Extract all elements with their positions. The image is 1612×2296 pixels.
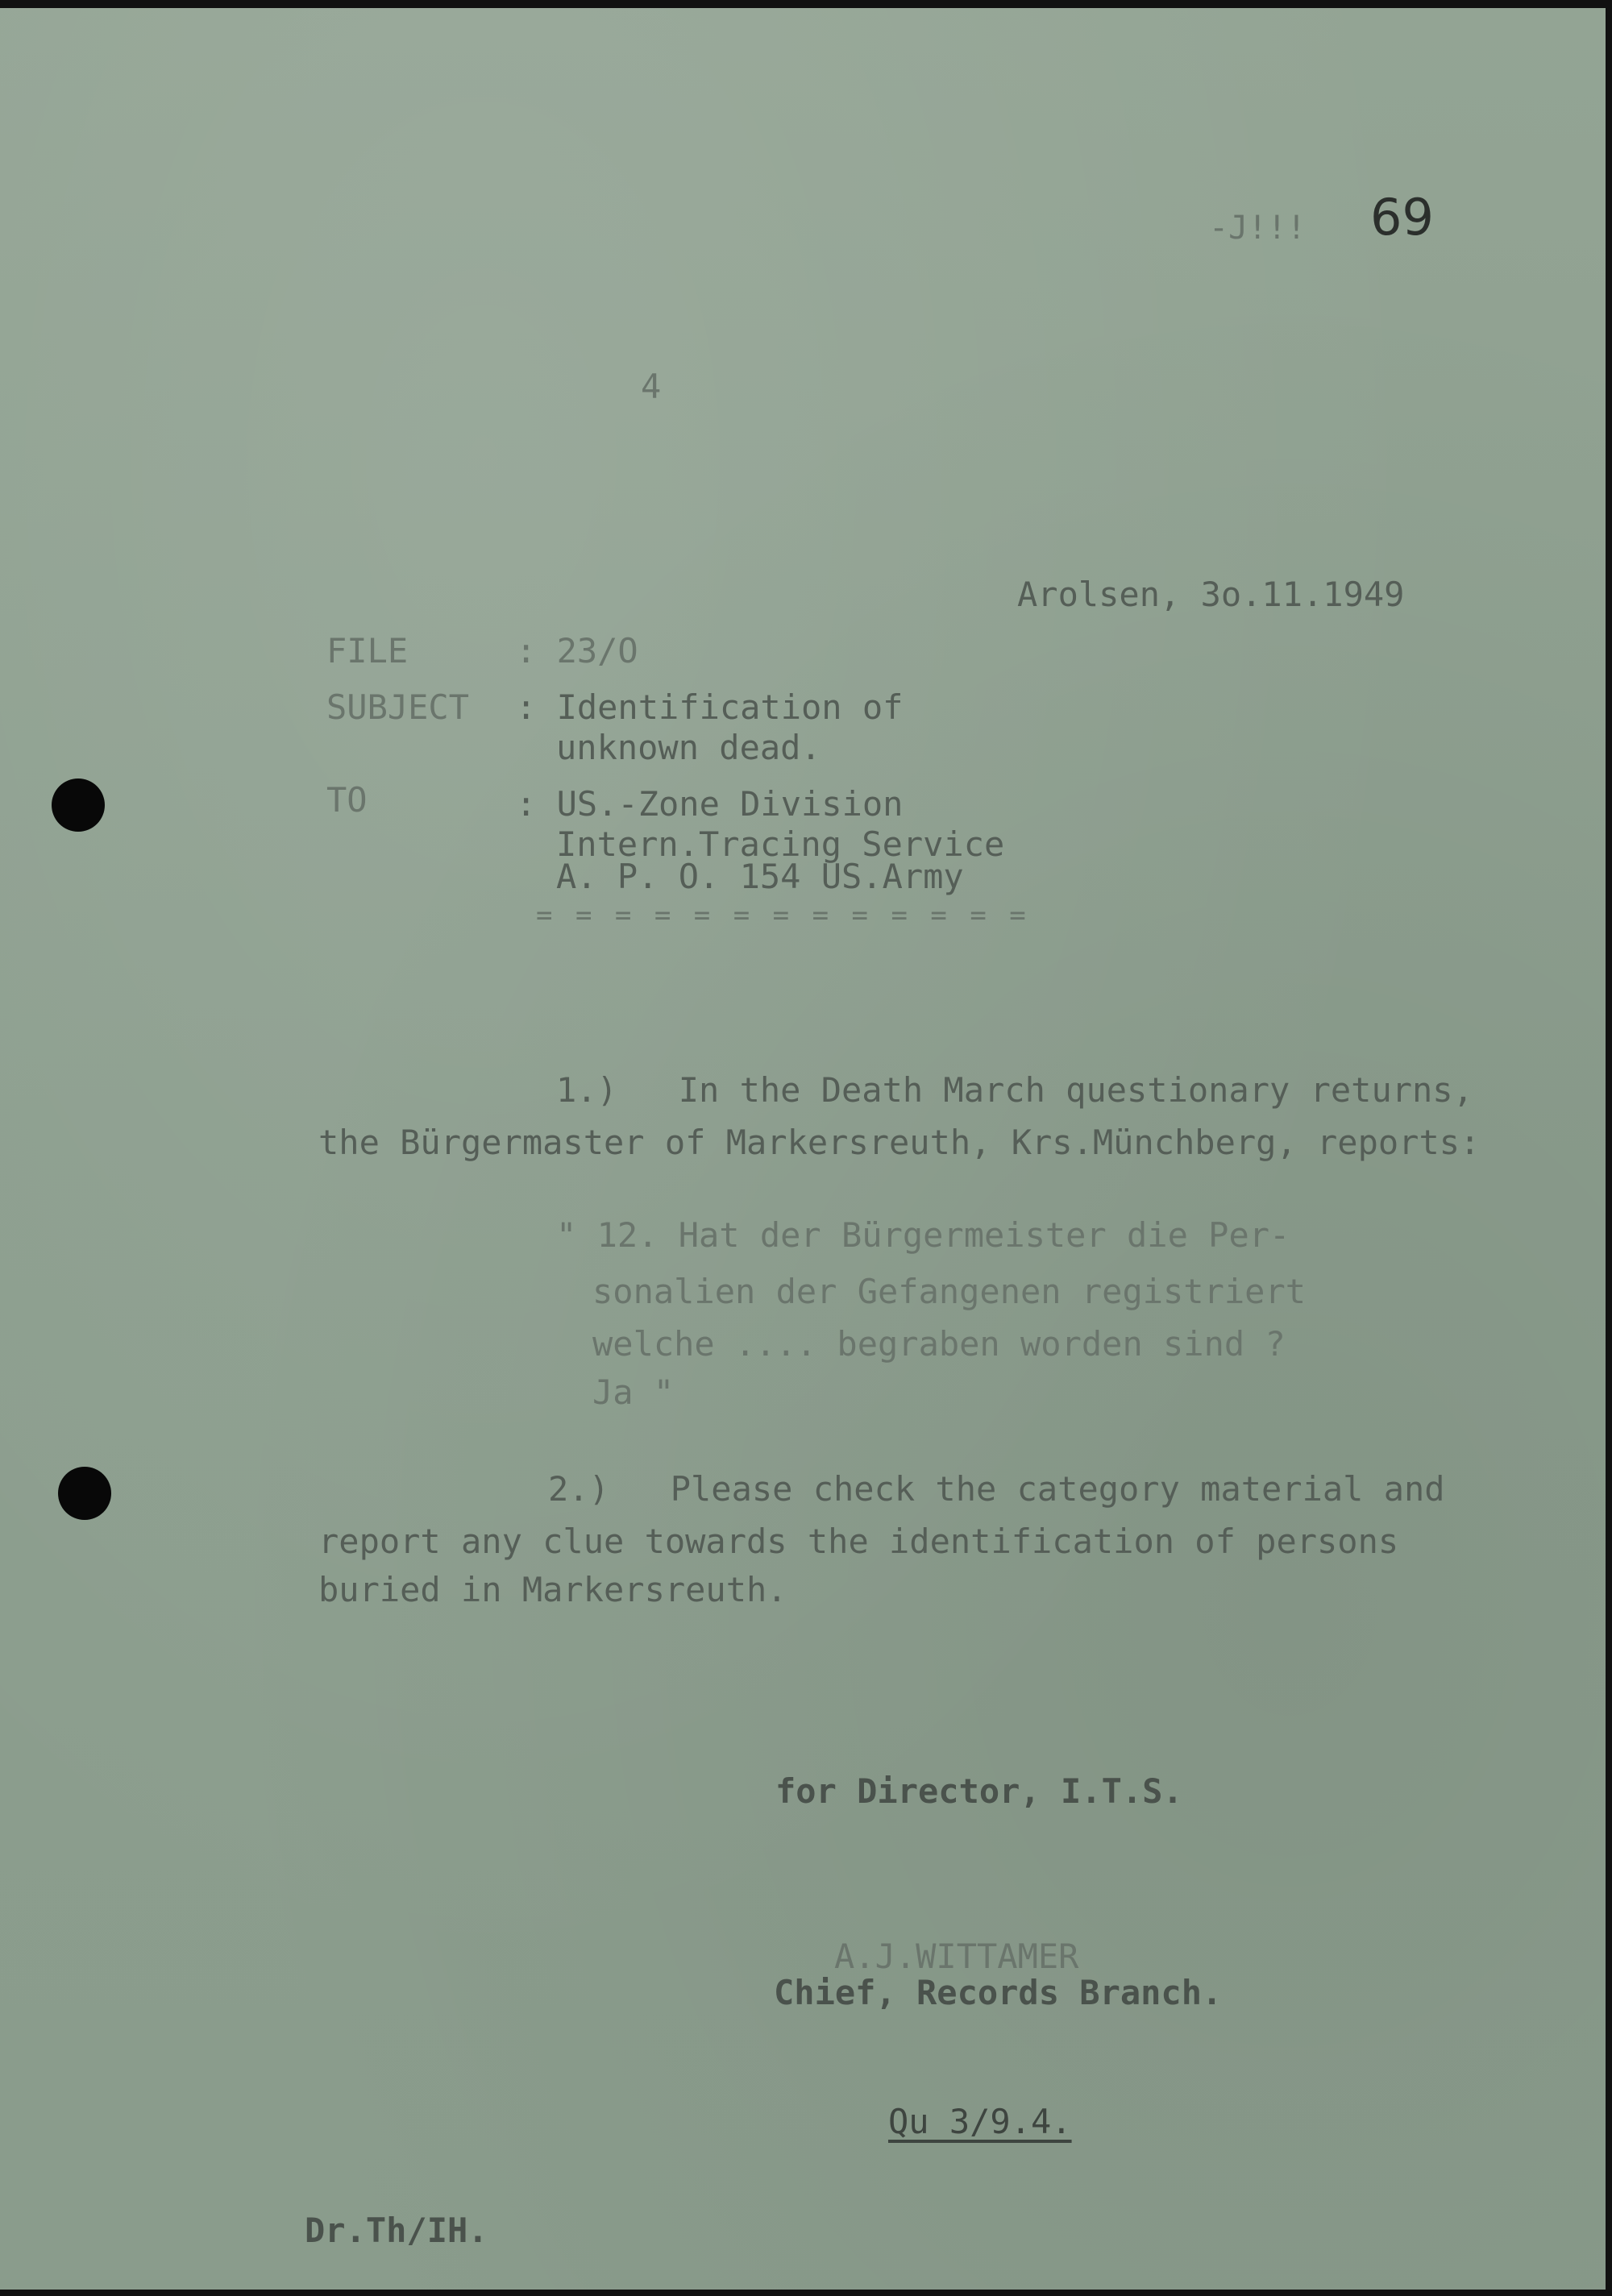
to-line-3: A. P. O. 154 US.Army (556, 857, 964, 896)
para-1-line-2: the Bürgermaster of Markersreuth, Krs.Münchberg, reports: (318, 1123, 1481, 1162)
stamp-number: 69 (1370, 188, 1434, 247)
signatory-name: A.J.WITTAMER (834, 1937, 1079, 1976)
scan-border-right (1606, 0, 1612, 2296)
punch-hole-bottom (58, 1467, 111, 1520)
scan-border-bottom (0, 2290, 1612, 2296)
subject-label: SUBJECT (326, 687, 470, 727)
header-separator: = = = = = = = = = = = = = (536, 899, 1029, 932)
to-line-2: Intern.Tracing Service (556, 824, 1005, 864)
stamp-mark: -J!!! (1209, 210, 1307, 247)
signatory-title: Chief, Records Branch. (774, 1973, 1223, 2012)
to-line-1: : US.-Zone Division (516, 784, 904, 824)
para-2-line-3: buried in Markersreuth. (318, 1570, 787, 1609)
subject-line-1: : Identification of (516, 687, 904, 727)
typist-initials: Dr.Th/IH. (305, 2211, 488, 2250)
place-date: Arolsen, 3o.11.1949 (1017, 575, 1405, 614)
quote-line-3: welche .... begraben worden sind ? (592, 1324, 1286, 1364)
file-value: : 23/O (516, 631, 638, 671)
for-director-line: for Director, I.T.S. (775, 1771, 1183, 1811)
para-2-line-1: 2.) Please check the category material and (548, 1469, 1445, 1509)
to-label: TO (326, 780, 368, 820)
scan-border-top (0, 0, 1612, 8)
page-number: 4 (641, 367, 662, 406)
quote-line-2: sonalien der Gefangenen registriert (592, 1272, 1307, 1311)
punch-hole-top (52, 778, 105, 832)
quote-line-4: Ja " (592, 1372, 675, 1412)
para-1-line-1: 1.) In the Death March questionary returns, (556, 1070, 1473, 1110)
file-label: FILE (326, 631, 409, 671)
para-2-line-2: report any clue towards the identification of persons (318, 1522, 1399, 1561)
subject-line-2: unknown dead. (556, 728, 821, 767)
file-reference: Qu 3/9.4. (888, 2102, 1072, 2141)
quote-line-1: " 12. Hat der Bürgermeister die Per- (556, 1215, 1290, 1255)
